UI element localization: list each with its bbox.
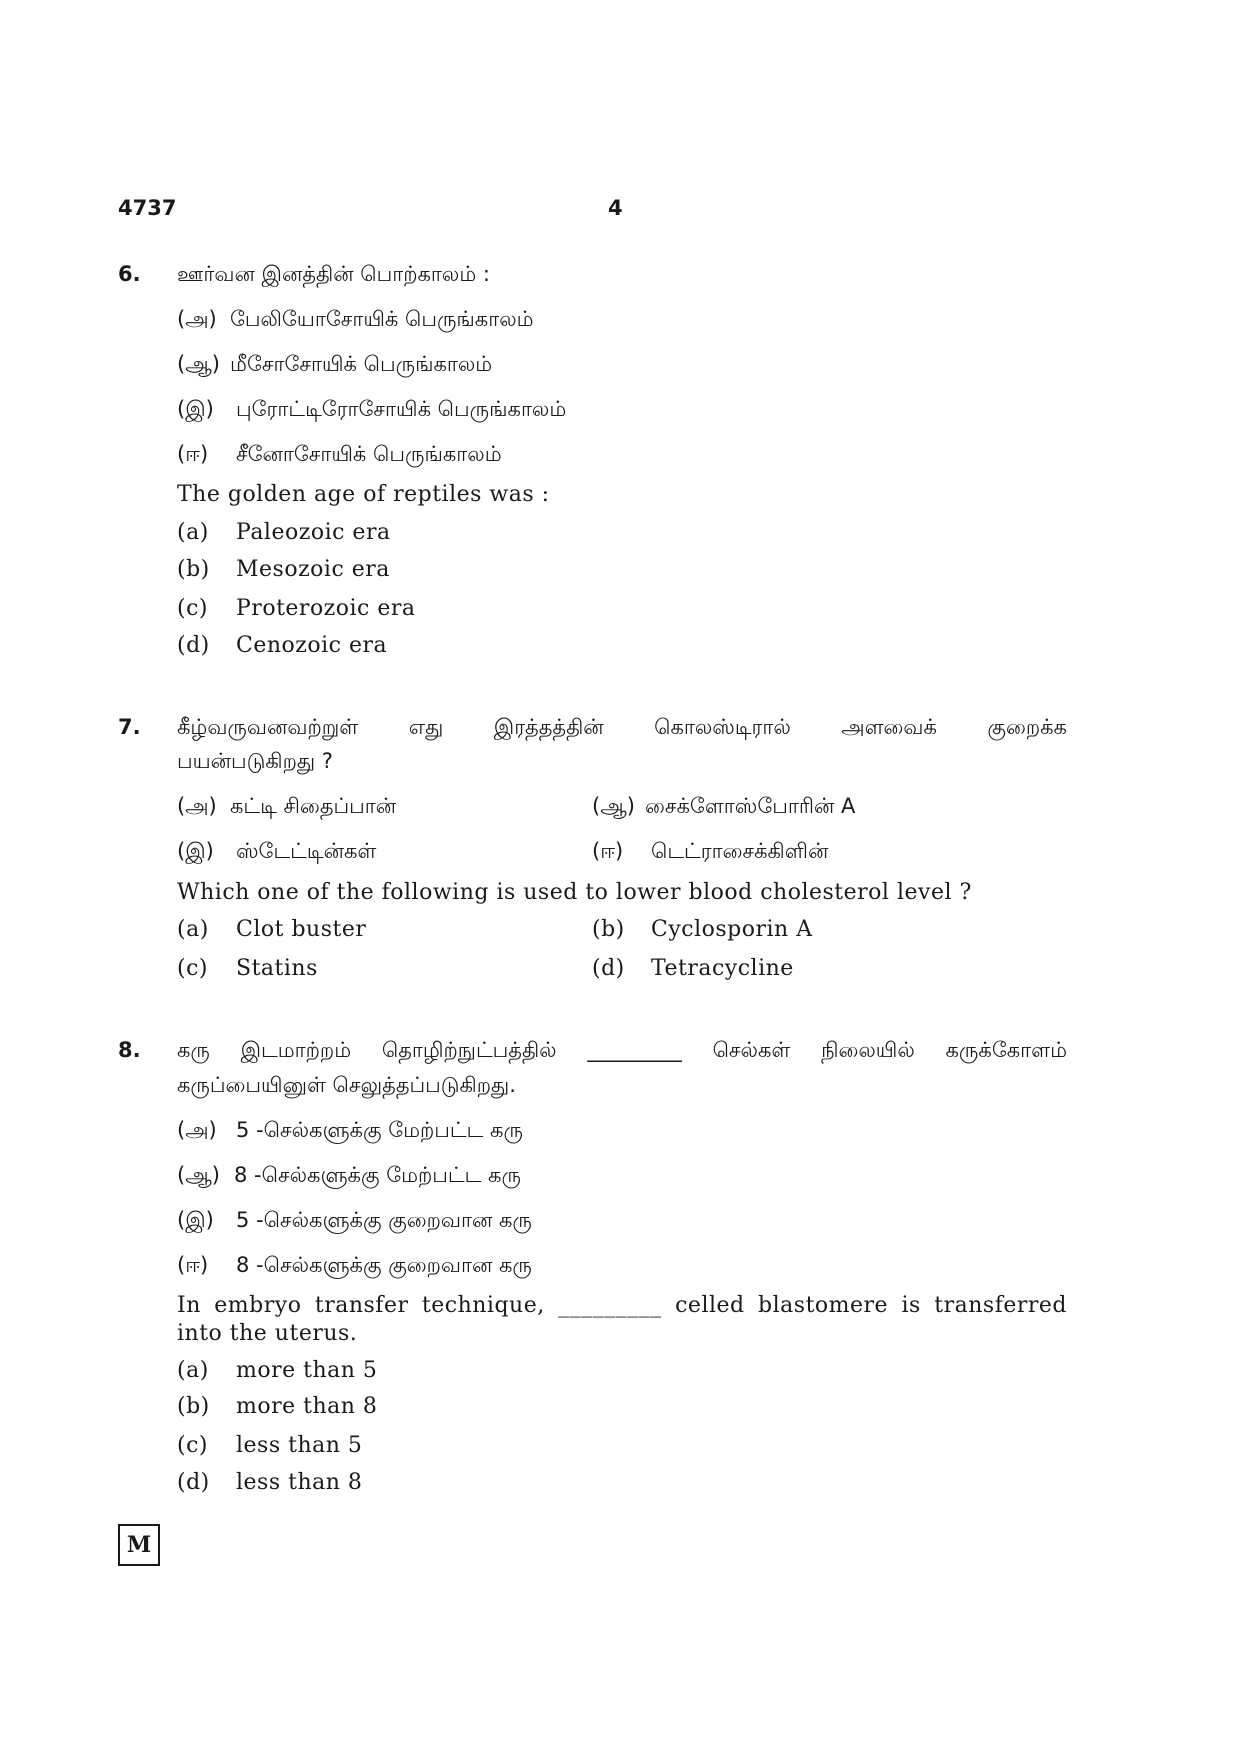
option-marker: (d): [177, 1470, 210, 1495]
option-text-english: Mesozoic era: [236, 557, 390, 582]
option-marker: (ஆ): [592, 794, 635, 818]
option-marker: (ஈ): [177, 442, 209, 466]
option-marker: (ஆ): [177, 1163, 220, 1187]
option-text-english: Clot buster: [236, 917, 367, 942]
page-number: 4: [608, 196, 623, 220]
option-text-tamil: பேலியோசோயிக் பெருங்காலம்: [230, 307, 534, 331]
question-stem-tamil: கருப்பையினுள் செலுத்தப்படுகிறது.: [177, 1073, 516, 1097]
question-number: 8.: [118, 1038, 141, 1062]
option-text-english: less than 5: [236, 1433, 363, 1458]
option-marker: (c): [177, 596, 208, 621]
question-stem-english: Which one of the following is used to lower blood cholesterol level ?: [177, 880, 972, 905]
question-stem-tamil: கீழ்வருவனவற்றுள் எது இரத்தத்தின் கொலஸ்டிரால் அளவைக் குறைக்க: [177, 715, 1067, 739]
option-marker: (b): [177, 557, 210, 582]
question-number: 7.: [118, 715, 141, 739]
option-marker: (b): [592, 917, 625, 942]
option-marker: (d): [592, 956, 625, 981]
option-marker: (அ): [177, 794, 217, 818]
option-marker: (ஈ): [592, 839, 624, 863]
option-text-english: Paleozoic era: [236, 520, 391, 545]
option-text-english: less than 8: [236, 1470, 363, 1495]
option-text-tamil: புரோட்டிரோசோயிக் பெருங்காலம்: [236, 397, 567, 421]
question-stem-english: into the uterus.: [177, 1321, 358, 1346]
option-text-tamil: டெட்ராசைக்கிளின்: [651, 839, 829, 863]
option-marker: (இ): [177, 839, 214, 863]
option-marker: (ஆ): [177, 352, 220, 376]
question-stem-tamil: ஊர்வன இனத்தின் பொற்காலம் :: [177, 262, 490, 286]
option-marker: (c): [177, 956, 208, 981]
option-marker: (இ): [177, 1208, 214, 1232]
option-text-tamil: மீசோசோயிக் பெருங்காலம்: [230, 352, 493, 376]
option-marker: (அ): [177, 307, 217, 331]
option-text-english: Proterozoic era: [236, 596, 416, 621]
option-text-tamil: 5 -செல்களுக்கு குறைவான கரு: [236, 1208, 532, 1232]
paper-code: 4737: [118, 196, 177, 220]
question-stem-english: In embryo transfer technique, _________ celled blastomere is transferred: [177, 1293, 1067, 1318]
option-text-tamil: 5 -செல்களுக்கு மேற்பட்ட கரு: [236, 1118, 523, 1142]
option-marker: (a): [177, 1358, 209, 1383]
option-text-english: Statins: [236, 956, 318, 981]
option-text-tamil: கட்டி சிதைப்பான்: [230, 794, 397, 818]
option-marker: (a): [177, 917, 209, 942]
option-marker: (அ): [177, 1118, 217, 1142]
option-text-english: more than 5: [236, 1358, 378, 1383]
option-marker: (இ): [177, 397, 214, 421]
option-marker: (d): [177, 633, 210, 658]
option-marker: (c): [177, 1433, 208, 1458]
option-text-tamil: 8 -செல்களுக்கு மேற்பட்ட கரு: [234, 1163, 521, 1187]
medium-box-marker: M: [118, 1524, 160, 1566]
option-text-tamil: சீனோசோயிக் பெருங்காலம்: [236, 442, 502, 466]
question-stem-tamil: கரு இடமாற்றம் தொழிற்நுட்பத்தில் _________ செல்கள் நிலையில் கருக்கோளம்: [177, 1038, 1067, 1062]
option-text-english: Tetracycline: [651, 956, 794, 981]
option-text-tamil: ஸ்டேட்டின்கள்: [236, 839, 377, 863]
option-text-tamil: 8 -செல்களுக்கு குறைவான கரு: [236, 1253, 532, 1277]
question-number: 6.: [118, 262, 141, 286]
question-stem-tamil: பயன்படுகிறது ?: [177, 749, 333, 773]
option-text-tamil: சைக்ளோஸ்போரின் A: [645, 794, 856, 818]
option-text-english: Cenozoic era: [236, 633, 388, 658]
question-stem-english: The golden age of reptiles was :: [177, 482, 550, 507]
option-marker: (ஈ): [177, 1253, 209, 1277]
option-marker: (b): [177, 1394, 210, 1419]
option-text-english: Cyclosporin A: [651, 917, 813, 942]
option-marker: (a): [177, 520, 209, 545]
option-text-english: more than 8: [236, 1394, 378, 1419]
